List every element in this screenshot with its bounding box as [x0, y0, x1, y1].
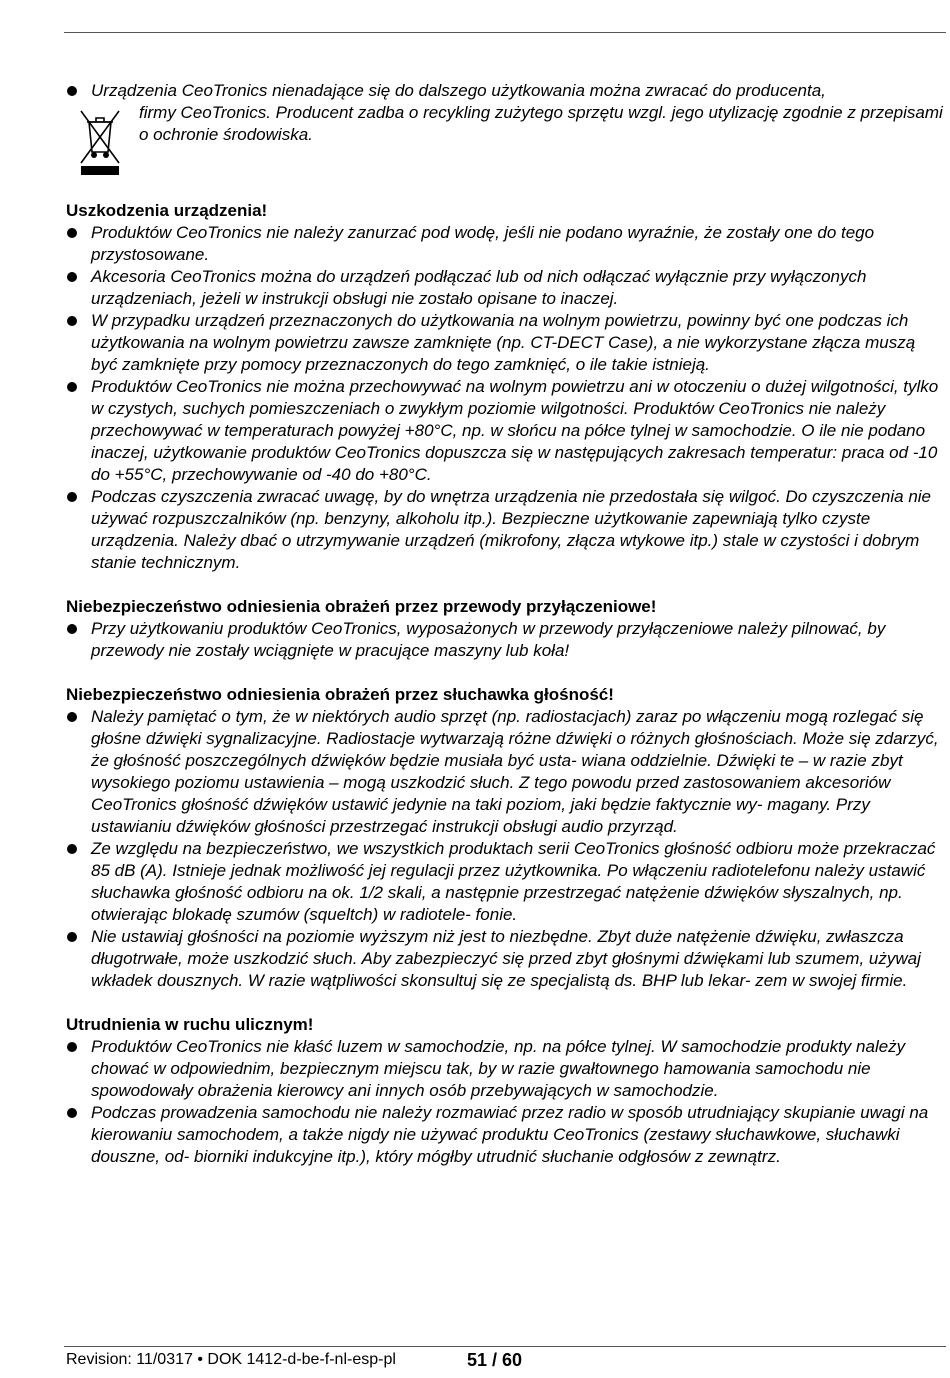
bullet-icon [67, 932, 77, 942]
bullet-icon [67, 1042, 77, 1052]
section-cable-injury [66, 596, 946, 662]
list-item-text: Produktów CeoTronics nie należy zanurzać pod wodę, jeśli nie podano wyraźnie, że zostały one do tego przystosowane. [91, 223, 875, 264]
bullet-icon [67, 382, 77, 392]
list-item-text: Podczas czyszczenia zwracać uwagę, by do wnętrza urządzenia nie przedostała się wilgoć. Do czyszczenia nie używać rozpuszczalników (np. benzyny, alkoholu itp.). Bezpieczne użytkowanie zapewniają tylko czyste urządzenia. Należy dbać o utrzymywanie urządzeń (mikrofony, złącza wtykowe itp.) stale w czystości i dobrym stanie technicznym. [91, 487, 932, 572]
disposal-notice [66, 80, 946, 200]
list-item [66, 310, 946, 376]
bullet-icon [67, 272, 77, 282]
document-body [66, 80, 946, 1168]
header-rule [64, 32, 946, 33]
list-item-text: Akcesoria CeoTronics można do urządzeń podłączać lub od nich odłączać wyłącznie przy wyłączonych urządzeniach, jeżeli w instrukcji obsługi nie zostało opisane to inaczej. [91, 267, 867, 308]
revision-info: Revision: 11/0317 • DOK 1412-d-be-f-nl-esp-pl [66, 1351, 396, 1368]
section-device-damage [66, 200, 946, 574]
section-heading: Niebezpieczeństwo odniesienia obrażeń przez słuchawka głośność! [66, 685, 614, 704]
list-item [66, 376, 946, 486]
list-item [66, 1036, 946, 1102]
list-item-text: Nie ustawiaj głośności na poziomie wyższym niż jest to niezbędne. Zbyt duże natężenie dźwięku, zwłaszcza długotrwałe, może uszkodzić słuch. Aby zabezpieczyć się przed zbyt głośnymi dźwiękami lub szumem, używaj wkładek dousznych. W razie wątpliwości skonsultuj się ze specjalistą ds. BHP lub lekar- zem w swojej firmie. [91, 927, 921, 990]
bullet-icon [67, 844, 77, 854]
list-item [66, 706, 946, 838]
bullet-icon [67, 1108, 77, 1118]
section-heading: Niebezpieczeństwo odniesienia obrażeń przez przewody przyłączeniowe! [66, 597, 657, 616]
disposal-text-line1: Urządzenia CeoTronics nienadające się do dalszego użytkowania można zwracać do producenta, [91, 81, 826, 100]
page-number: 51 / 60 [467, 1350, 523, 1370]
list-item-text: Podczas prowadzenia samochodu nie należy rozmawiać przez radio w sposób utrudniający skupianie uwagi na kierowaniu samochodem, a także nigdy nie używać produktu CeoTronics (zestawy słuchawkowe, słuchawki douszne, od- biorniki indukcyjne itp.), który mógłby utrudnić słuchanie odgłosów z zewnątrz. [91, 1103, 929, 1166]
list-item [66, 926, 946, 992]
bullet-icon [67, 228, 77, 238]
bullet-icon [67, 624, 77, 634]
list-item-text: Produktów CeoTronics nie kłaść luzem w samochodzie, np. na półce tylnej. W samochodzie produkty należy chować w odpowiednim, bezpiecznym miejscu tak, by w razie gwałtownego hamowania samochodu nie spowodowały obrażenia kierowcy ani innych osób przebywających w samochodzie. [91, 1037, 906, 1100]
list-item-text: Produktów CeoTronics nie można przechowywać na wolnym powietrzu ani w otoczeniu o dużej wilgotności, tylko w czystych, suchych pomieszczeniach o zwykłym poziomie wilgotności. Produktów CeoTronics nie należy przechowywać w temperaturach powyżej +80°C, np. w słońcu na półce tylnej w samochodzie. O ile nie podano inaczej, użytkowanie produktów CeoTronics dopuszcza się w następujących zakresach temperatur: praca od -10 do +55°C, przechowywanie od -40 do +80°C. [91, 377, 939, 484]
list-item [66, 222, 946, 266]
page-footer [66, 1350, 523, 1370]
list-item-text: Przy użytkowaniu produktów CeoTronics, wyposażonych w przewody przyłączeniowe należy pilnować, by przewody nie zostały wciągnięte w pracujące maszyny lub koła! [91, 619, 886, 660]
bullet-icon [67, 712, 77, 722]
footer-rule [64, 1346, 946, 1347]
disposal-text-rest: firmy CeoTronics. Producent zadba o recykling zużytego sprzętu wzgl. jego utylizację zgodnie z przepisami o ochronie środowiska. [139, 103, 943, 144]
section-heading: Utrudnienia w ruchu ulicznym! [66, 1015, 314, 1034]
list-item [66, 838, 946, 926]
list-item-text: Należy pamiętać o tym, że w niektórych audio sprzęt (np. radiostacjach) zaraz po włączeniu mogą rozlegać się głośne dźwięki sygnalizacyjne. Radiostacje wytwarzają różne dźwięki o różnych głośnościach. Może się zdarzyć, że głośność poszczególnych dźwięków będzie musiała być usta- wiana oddzielnie. Dźwięki te – w razie zbyt wysokiego poziomu ustawienia – mogą uszkodzić słuch. Z tego powodu przed zastosowaniem akcesoriów CeoTronics głośność dźwięków ustawić jedynie na taki poziom, jaki będzie faktycznie wy- magany. Przy ustawianiu dźwięków głośności przestrzegać instrukcji obsługi audio przyrząd. [91, 707, 939, 836]
bullet-icon [67, 492, 77, 502]
bullet-icon [67, 316, 77, 326]
section-traffic [66, 1014, 946, 1168]
list-item-text: W przypadku urządzeń przeznaczonych do użytkowania na wolnym powietrzu, powinny być one podczas ich użytkowania na wolnym powietrzu zawsze zamknięte (np. CT-DECT Case), a nie wykorzystane złącza muszą być zamknięte przy pomocy przeznaczonych do tego zamknięć, o ile takie istnieją. [91, 311, 916, 374]
list-item [66, 266, 946, 310]
weee-bin-icon [78, 108, 122, 176]
list-item-text: Ze względu na bezpieczeństwo, we wszystkich produktach serii CeoTronics głośność odbioru może przekraczać 85 dB (A). Istnieje jednak możliwość jej regulacji przez użytkownika. Po włączeniu radiotelefonu należy ustawić słuchawka głośność odbioru na ok. 1/2 skali, a następnie przestrzegać natężenie dźwięków słyszalnych, np. otwierając blokadę szumów (squeltch) w radiotele- fonie. [91, 839, 936, 924]
section-hearing-injury [66, 684, 946, 992]
bullet-icon [67, 86, 77, 96]
list-item [66, 1102, 946, 1168]
list-item [66, 486, 946, 574]
list-item [66, 618, 946, 662]
section-heading: Uszkodzenia urządzenia! [66, 201, 268, 220]
